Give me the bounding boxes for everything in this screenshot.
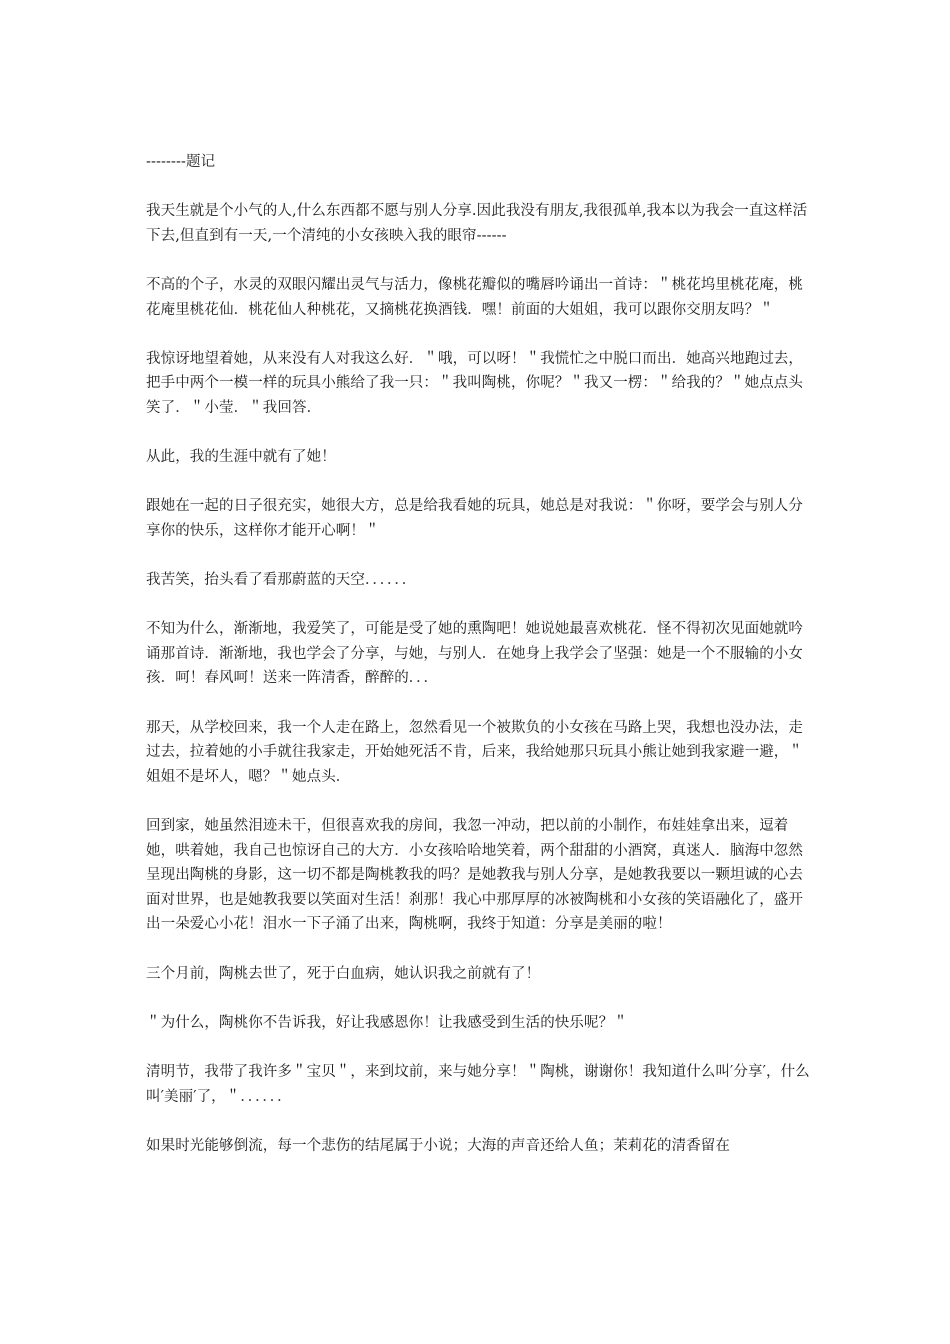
document-title: --------题记 <box>146 154 216 170</box>
paragraph-7: 不知为什么，渐渐地，我爱笑了，可能是受了她的熏陶吧！她说她最喜欢桃花．怪不得初次见面她就吟诵那首诗．渐渐地，我也学会了分享，与她，与别人．在她身上我学会了坚强：她是一个不服输的小女孩．呵！春风呵！送来一阵清香，醉醉的．．． <box>146 621 803 687</box>
paragraph-8: 那天，从学校回来，我一个人走在路上，忽然看见一个被欺负的小女孩在马路上哭，我想也没办法，走过去，拉着她的小手就往我家走，开始她死活不肯，后来，我给她那只玩具小熊让她到我家避一避，＂姐姐不是坏人，嗯？＂她点头． <box>146 719 803 785</box>
paragraph-2: 不高的个子，水灵的双眼闪耀出灵气与活力，像桃花瓣似的嘴唇吟诵出一首诗：＂桃花坞里桃花庵，桃花庵里桃花仙．桃花仙人种桃花，又摘桃花换酒钱．嘿！前面的大姐姐，我可以跟你交朋友吗？＂ <box>146 276 803 318</box>
paragraph-5: 跟她在一起的日子很充实，她很大方，总是给我看她的玩具，她总是对我说：＂你呀，要学会与别人分享你的快乐，这样你才能开心啊！＂ <box>146 498 803 539</box>
paragraph-13: 如果时光能够倒流，每一个悲伤的结尾属于小说；大海的声音还给人鱼；茉莉花的清香留在 <box>146 1137 730 1154</box>
paragraph-4: 从此，我的生涯中就有了她！ <box>146 449 336 466</box>
paragraph-9: 回到家，她虽然泪迹未干，但很喜欢我的房间，我忽一冲动，把以前的小制作，布娃娃拿出来，逗着她，哄着她，我自己也惊讶自己的大方．小女孩哈哈地笑着，两个甜甜的小酒窝，真迷人．脑海中忽然呈现出陶桃的身影，这一切不都是陶桃教我的吗？是她教我与别人分享，是她教我要以一颗坦诚的心去面对世界，也是她教我要以笑面对生活！刹那！我心中那厚厚的冰被陶桃和小女孩的笑语融化了，盛开出一朵爱心小花！泪水一下子涌了出来，陶桃啊，我终于知道：分享是美丽的啦！ <box>146 818 803 933</box>
paragraph-12: 清明节，我带了我许多＂宝贝＂，来到坟前，来与她分享！＂陶桃，谢谢你！我知道什么叫′分享′，什么叫′美丽′了，＂．．．．．． <box>146 1063 810 1105</box>
paragraph-3: 我惊讶地望着她，从来没有人对我这么好．＂哦，可以呀！＂我慌忙之中脱口而出．她高兴地跑过去，把手中两个一模一样的玩具小熊给了我一只：＂我叫陶桃，你呢？＂我又一楞：＂给我的？＂她点点头笑了．＂小莹．＂我回答． <box>146 350 803 416</box>
paragraph-10: 三个月前，陶桃去世了，死于白血病，她认识我之前就有了！ <box>146 965 541 982</box>
paragraph-6: 我苦笑，抬头看了看那蔚蓝的天空．．．．．． <box>146 572 417 589</box>
document-body <box>146 150 810 1183</box>
paragraph-11: ＂为什么，陶桃你不告诉我，好让我感恩你！让我感受到生活的快乐呢？＂ <box>146 1014 628 1031</box>
paragraph-1: 我天生就是个小气的人,什么东西都不愿与别人分享.因此我没有朋友,我很孤单,我本以为我会一直这样活下去,但直到有一天,一个清纯的小女孩映入我的眼帘------ <box>146 203 808 244</box>
